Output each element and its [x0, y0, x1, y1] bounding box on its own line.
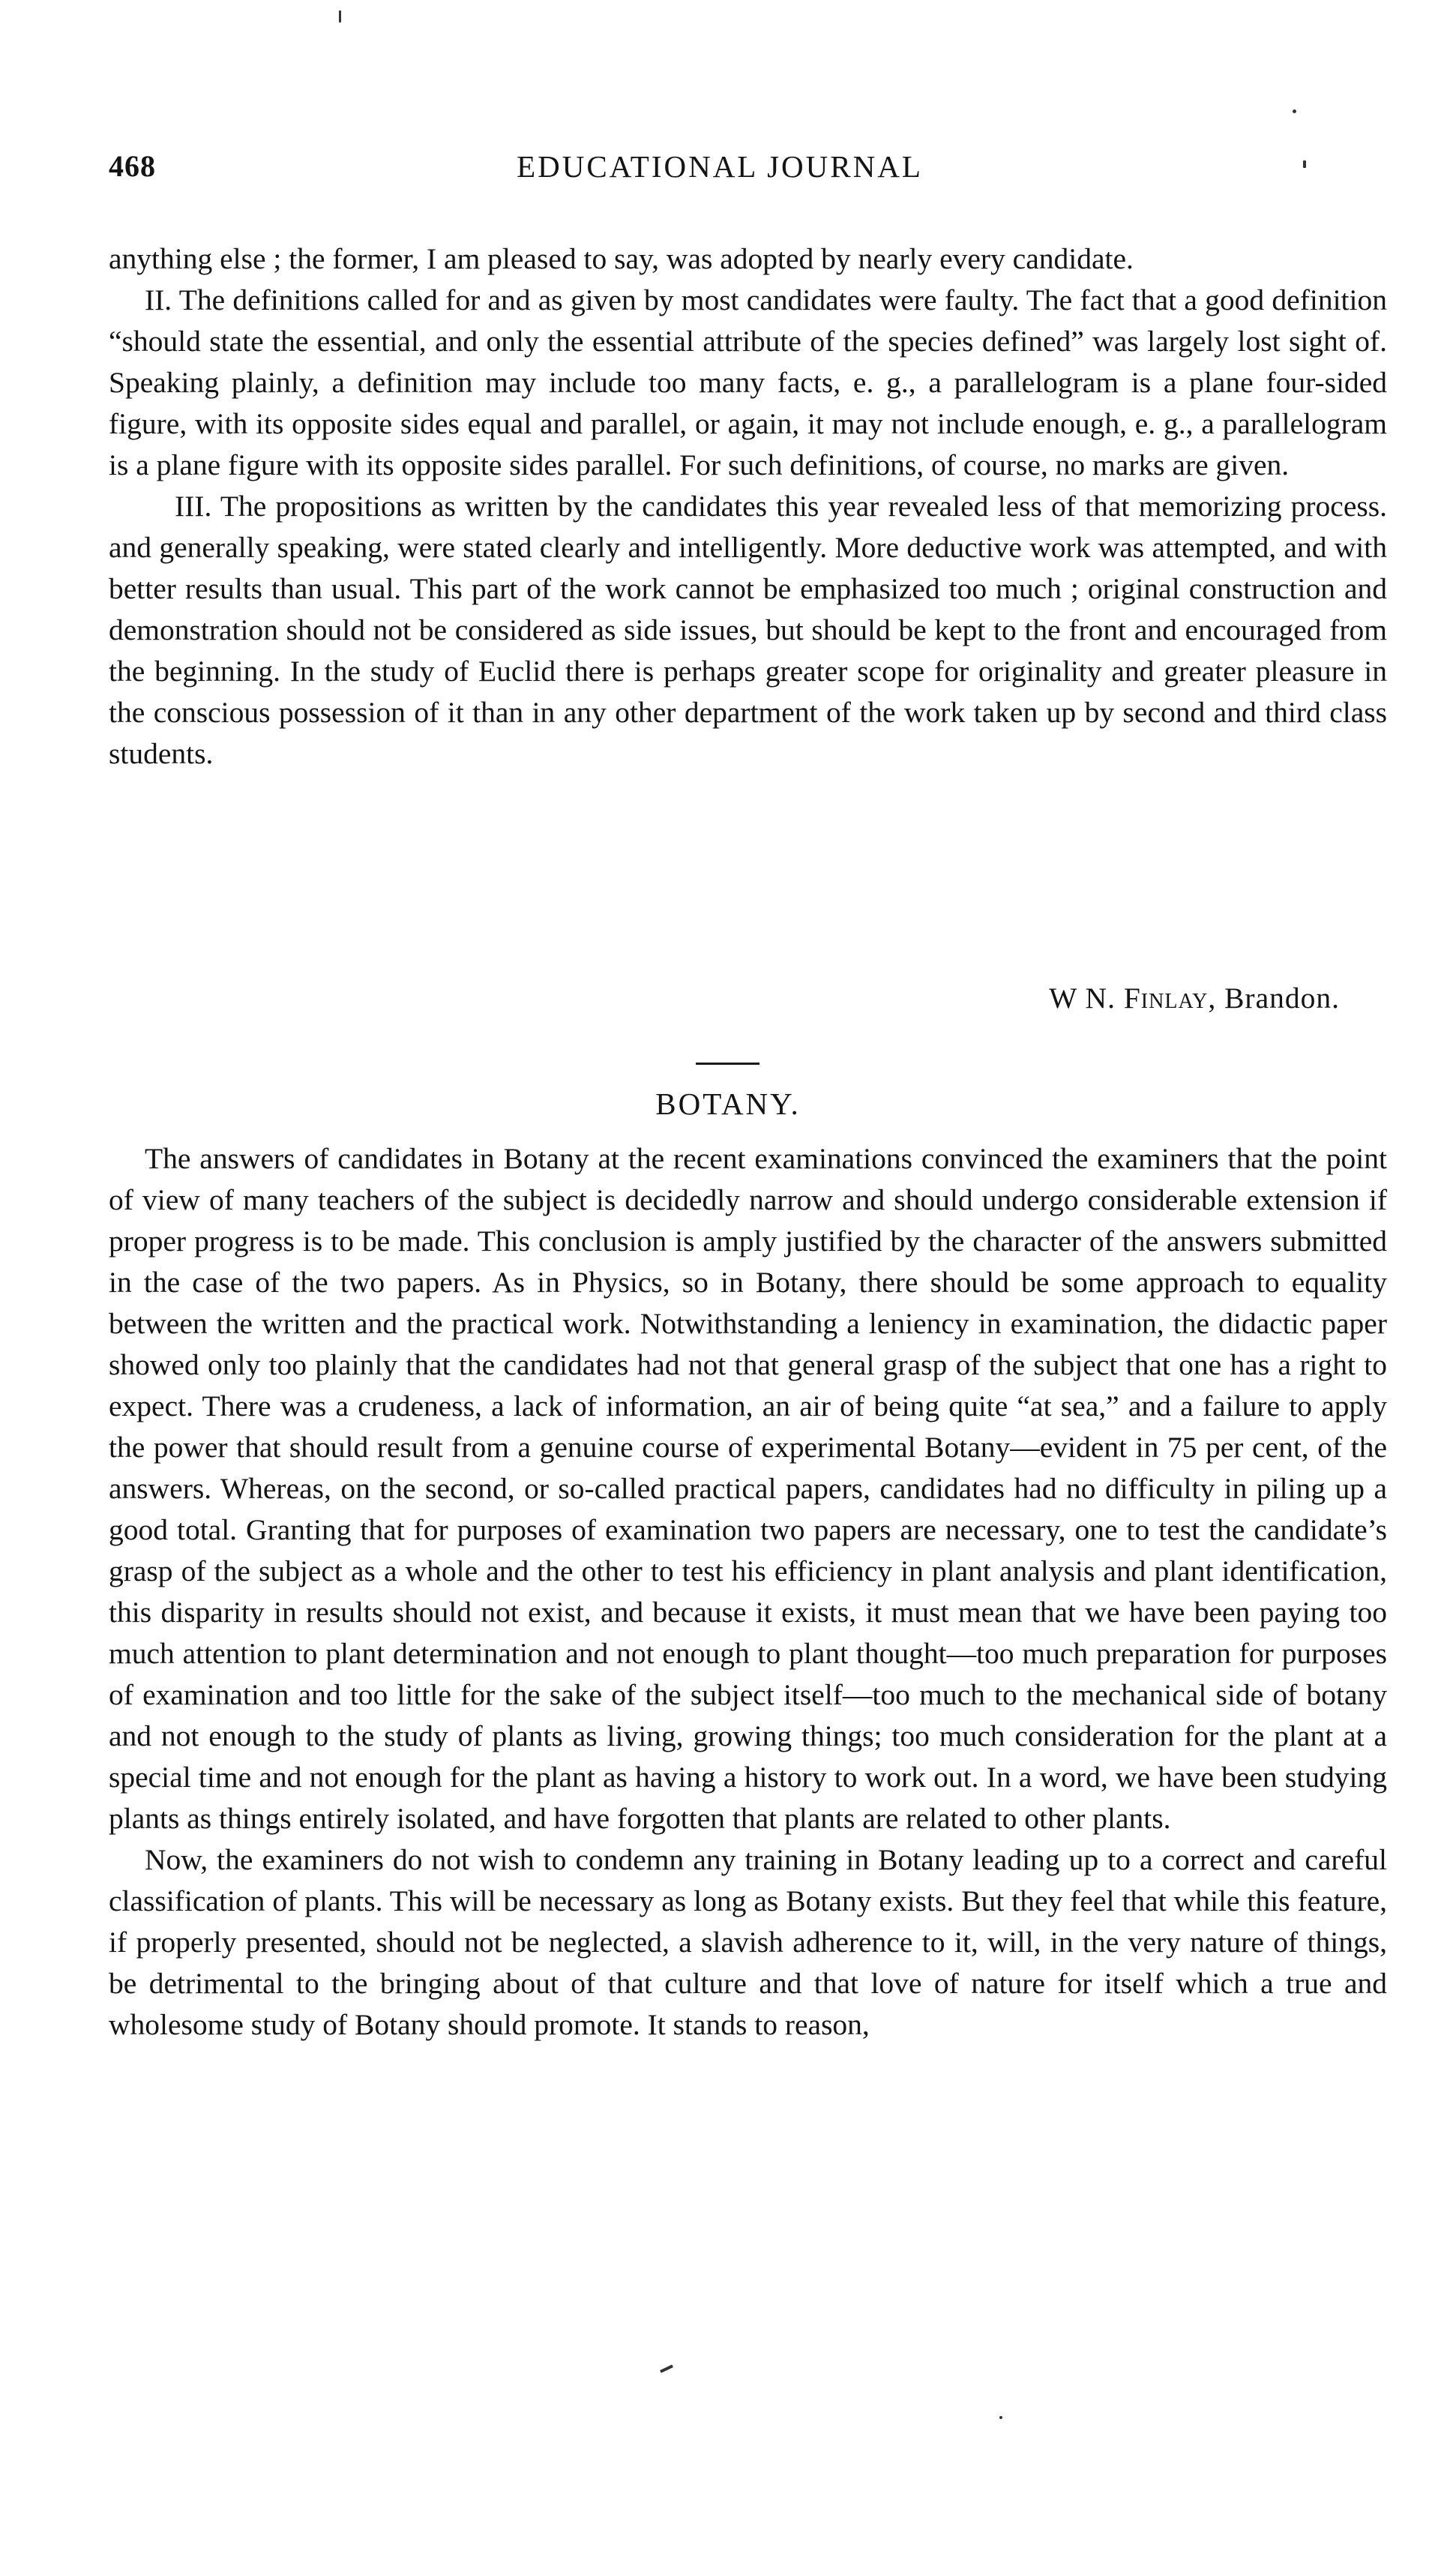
paragraph: II. The definitions called for and as given by most candidates were faulty. The fact that a good definition “should state the essential, and only the essential attribute of the species defined” was largely lost sight of. Speaking plainly, a definition may include too many facts, e. g., a parallelogram is a plane four-sided figure, with its opposite sides equal and parallel, or again, it may not include enough, e. g., a parallelogram is a plane figure with its opposite sides parallel. For such definitions, of course, no marks are given. — [109, 283, 1387, 481]
signature-initials: W N. — [1049, 982, 1116, 1015]
euclid-report-text — [109, 238, 1387, 775]
scan-speck-mark — [339, 10, 341, 22]
scan-speck-mark — [999, 2416, 1002, 2419]
scan-speck-mark — [660, 2364, 673, 2373]
running-head — [109, 148, 1331, 193]
paragraph: III. The propositions as written by the candidates this year revealed less of that memorizing process. and generally speaking, were stated clearly and intelligently. More deductive work was attempted, and with better results than usual. This part of the work cannot be emphasized too much ; original construction and demonstration should not be considered as side issues, but should be kept to the front and encouraged from the beginning. In the study of Euclid there is perhaps greater scope for originality and greater pleasure in the conscious possession of it than in any other department of the work taken up by second and third class students. — [109, 490, 1387, 770]
author-signature — [1049, 981, 1340, 1015]
scan-speck-mark — [1293, 109, 1296, 113]
section-divider — [696, 1063, 759, 1065]
paragraph: Now, the examiners do not wish to condemn any training in Botany leading up to a correct and careful classification of plants. This will be necessary as long as Botany exists. But they feel that while this feature, if properly presented, should not be neglected, a slavish adherence to it, will, in the very nature of things, be detrimental to the bringing about of that culture and that love of nature for itself which a true and wholesome study of Botany should promote. It stands to reason, — [109, 1843, 1387, 2041]
section-heading: BOTANY. — [655, 1087, 801, 1121]
botany-report-text — [109, 1138, 1387, 2046]
signature-name: Finlay, — [1123, 982, 1217, 1015]
paragraph: The answers of candidates in Botany at the recent examinations convinced the examiners that the point of view of many teachers of the subject is decidedly narrow and should undergo considerable extension if proper progress is to be made. This conclusion is amply justified by the character of the answers submitted in the case of the two papers. As in Physics, so in Botany, there should be some approach to equality between the written and the practical work. Notwithstanding a leniency in examination, the didactic paper showed only too plainly that the candidates had not that general grasp of the subject that one has a right to expect. There was a crudeness, a lack of information, an air of being quite “at sea,” and a failure to apply the power that should result from a genuine course of experimental Botany—evident in 75 per cent, of the answers. Whereas, on the second, or so-called practical papers, candidates had no difficulty in piling up a good total. Granting that for purposes of examination two papers are necessary, one to test the candidate’s grasp of the subject as a whole and the other to test his efficiency in plant analysis and plant identification, this disparity in results should not exist, and because it exists, it must mean that we have been paying too much attention to plant determination and not enough to plant thought—too much preparation for purposes of examination and too little for the sake of the subject itself—too much to the mechanical side of botany and not enough to the study of plants as living, growing things; too much consideration for the plant at a special time and not enough for the plant as having a history to work out. In a word, we have been studying plants as things entirely isolated, and have forgotten that plants are related to other plants. — [109, 1142, 1387, 1835]
journal-title: EDUCATIONAL JOURNAL — [517, 149, 923, 184]
signature-place: Brandon. — [1224, 982, 1340, 1015]
paragraph: anything else ; the former, I am pleased to say, was adopted by nearly every candidate. — [109, 242, 1134, 275]
page-number: 468 — [109, 149, 156, 183]
